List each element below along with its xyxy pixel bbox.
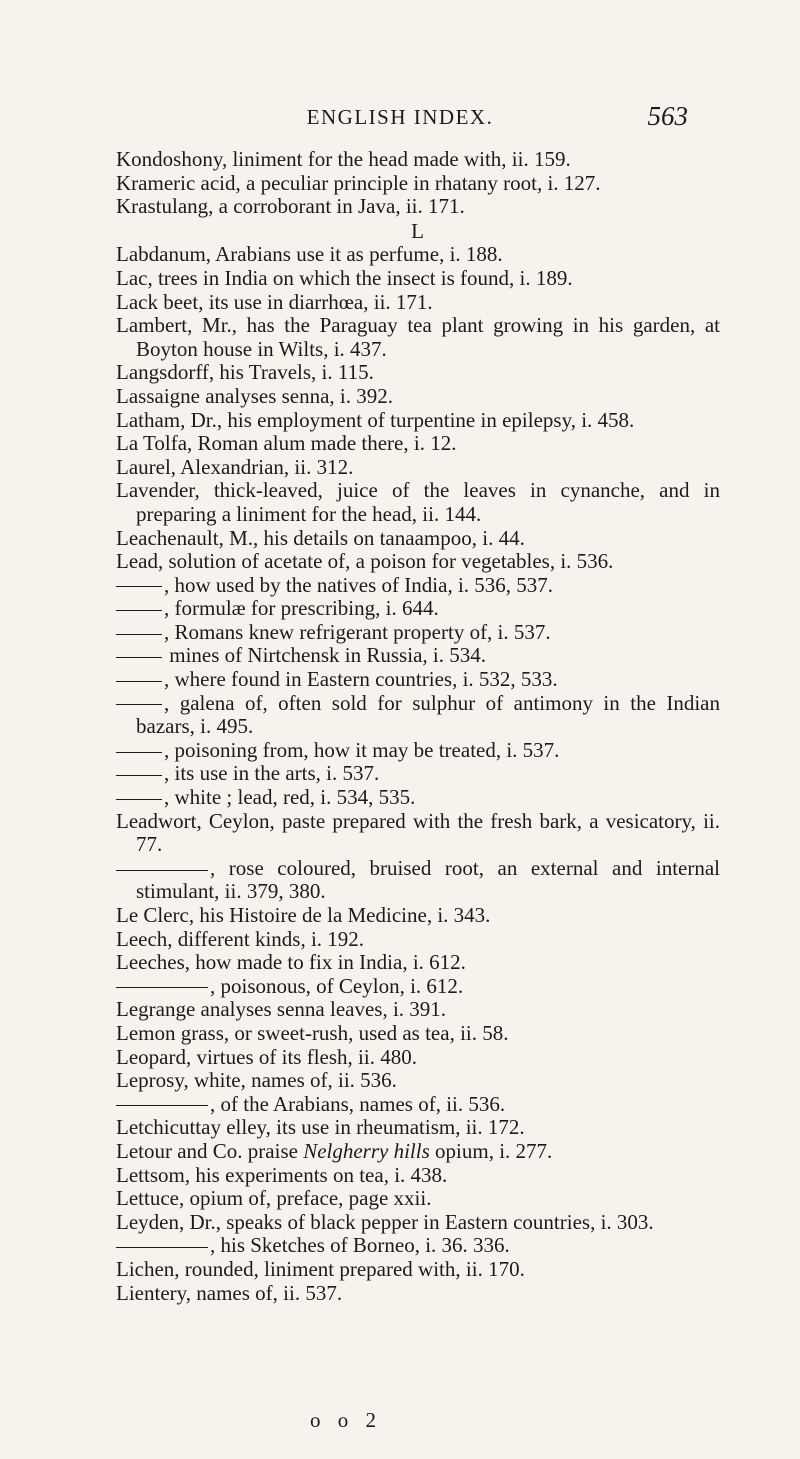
entry-text: , its use in the arts, i. 537. bbox=[164, 761, 380, 786]
index-subentry bbox=[116, 597, 720, 621]
entry-text: Latham, Dr., his employment of turpentine in epilepsy, i. 458. bbox=[116, 407, 635, 432]
index-subentry bbox=[116, 621, 720, 645]
ditto-dash bbox=[116, 870, 208, 871]
index-subentry bbox=[116, 574, 720, 598]
index-entry bbox=[116, 456, 720, 480]
entry-text: Langsdorff, his Travels, i. 115. bbox=[116, 360, 374, 385]
index-entry bbox=[116, 172, 720, 196]
entry-text: Leeches, how made to fix in India, i. 612. bbox=[116, 950, 466, 975]
index-entry bbox=[116, 291, 720, 315]
entry-text: , how used by the natives of India, i. 536, 537. bbox=[164, 572, 554, 597]
index-subentry bbox=[116, 739, 720, 763]
index-entry bbox=[116, 1258, 720, 1282]
index-entry bbox=[116, 527, 720, 551]
ditto-dash bbox=[116, 775, 162, 776]
entry-text: opium, i. 277. bbox=[429, 1138, 553, 1163]
index-entry bbox=[116, 432, 720, 456]
entry-text: Leyden, Dr., speaks of black pepper in Eastern countries, i. 303. bbox=[116, 1209, 654, 1234]
signature-mark: o o 2 bbox=[310, 1408, 382, 1432]
index-entry bbox=[116, 998, 720, 1022]
index-entry bbox=[116, 1116, 720, 1140]
entry-text: Lavender, thick-leaved, juice of the leaves in cynanche, and in preparing a liniment for the head, ii. 144. bbox=[116, 478, 720, 526]
index-subentry bbox=[116, 668, 720, 692]
entry-text: Leopard, virtues of its flesh, ii. 480. bbox=[116, 1044, 417, 1069]
index-entry bbox=[116, 1187, 720, 1211]
entry-text: Letchicuttay elley, its use in rheumatism, ii. 172. bbox=[116, 1115, 525, 1140]
index-entry bbox=[116, 361, 720, 385]
entry-text: , where found in Eastern countries, i. 532, 533. bbox=[164, 667, 558, 692]
index-entry bbox=[116, 1046, 720, 1070]
index-subentry bbox=[116, 692, 720, 739]
entry-text: , rose coloured, bruised root, an external and internal stimulant, ii. 379, 380. bbox=[136, 855, 720, 904]
entry-text: Lichen, rounded, liniment prepared with, ii. 170. bbox=[116, 1256, 525, 1281]
entry-text: Letour and Co. praise bbox=[116, 1138, 304, 1163]
index-entry bbox=[116, 267, 720, 291]
entry-text: Laurel, Alexandrian, ii. 312. bbox=[116, 454, 354, 479]
entry-text: Legrange analyses senna leaves, i. 391. bbox=[116, 997, 447, 1022]
ditto-dash bbox=[116, 610, 162, 611]
page-number: 563 bbox=[647, 101, 688, 131]
entry-text: Leachenault, M., his details on tanaampoo, i. 44. bbox=[116, 525, 525, 550]
index-entry bbox=[116, 314, 720, 361]
index-subentry bbox=[116, 1093, 720, 1117]
ditto-dash bbox=[116, 704, 162, 705]
index-subentry bbox=[116, 786, 720, 810]
entry-text: Labdanum, Arabians use it as perfume, i. 188. bbox=[116, 242, 503, 267]
index-entry bbox=[116, 243, 720, 267]
entry-text: , poisoning from, how it may be treated, i. 537. bbox=[164, 737, 560, 762]
entry-text: Leech, different kinds, i. 192. bbox=[116, 926, 365, 951]
entry-text: , his Sketches of Borneo, i. 36. 336. bbox=[210, 1233, 510, 1258]
index-entry bbox=[116, 1164, 720, 1188]
running-title: ENGLISH INDEX. bbox=[306, 105, 494, 129]
index-entry bbox=[116, 928, 720, 952]
entry-text: Krameric acid, a peculiar principle in rhatany root, i. 127. bbox=[116, 170, 601, 195]
index-entry bbox=[116, 1282, 720, 1306]
index-subentry bbox=[116, 644, 720, 668]
index-entry bbox=[116, 479, 720, 526]
entry-text: , poisonous, of Ceylon, i. 612. bbox=[210, 973, 464, 998]
entry-text-italic: Nelgherry hills bbox=[303, 1138, 430, 1163]
entry-text: mines of Nirtchensk in Russia, i. 534. bbox=[164, 643, 486, 668]
entry-text: Lientery, names of, ii. 537. bbox=[116, 1280, 343, 1305]
entry-text: , white ; lead, red, i. 534, 535. bbox=[164, 785, 416, 810]
index-entry bbox=[116, 1069, 720, 1093]
entry-text: Lassaigne analyses senna, i. 392. bbox=[116, 383, 394, 408]
entry-text: Lac, trees in India on which the insect is found, i. 189. bbox=[116, 265, 573, 290]
ditto-dash bbox=[116, 1247, 208, 1248]
ditto-dash bbox=[116, 681, 162, 682]
index-entry bbox=[116, 1022, 720, 1046]
entry-text: Lettsom, his experiments on tea, i. 438. bbox=[116, 1162, 448, 1187]
ditto-dash bbox=[116, 987, 208, 988]
entry-text: Le Clerc, his Histoire de la Medicine, i. 343. bbox=[116, 903, 491, 927]
index-entry bbox=[116, 904, 720, 928]
entry-text: Lemon grass, or sweet-rush, used as tea, ii. 58. bbox=[116, 1020, 509, 1045]
index-entries bbox=[116, 148, 720, 1305]
index-subentry bbox=[116, 857, 720, 904]
page-header bbox=[0, 101, 800, 137]
index-entry bbox=[116, 550, 720, 574]
entry-text: Lettuce, opium of, preface, page xxii. bbox=[116, 1186, 432, 1211]
entry-text: , formulæ for prescribing, i. 644. bbox=[164, 596, 439, 621]
index-subentry bbox=[116, 762, 720, 786]
index-subentry bbox=[116, 1234, 720, 1258]
index-entry bbox=[116, 810, 720, 857]
entry-text: Lack beet, its use in diarrhœa, ii. 171. bbox=[116, 289, 433, 314]
entry-text: , of the Arabians, names of, ii. 536. bbox=[210, 1091, 506, 1116]
entry-text: , galena of, often sold for sulphur of antimony in the Indian bazars, i. 495. bbox=[136, 690, 720, 739]
entry-text: La Tolfa, Roman alum made there, i. 12. bbox=[116, 431, 457, 456]
index-entry bbox=[116, 385, 720, 409]
index-entry bbox=[116, 148, 720, 172]
index-entry bbox=[116, 1140, 720, 1164]
ditto-dash bbox=[116, 657, 162, 658]
index-subentry bbox=[116, 975, 720, 999]
index-entry bbox=[116, 1211, 720, 1235]
index-entry bbox=[116, 195, 720, 219]
ditto-dash bbox=[116, 634, 162, 635]
ditto-dash bbox=[116, 586, 162, 587]
entry-text: Leadwort, Ceylon, paste prepared with the fresh bark, a vesicatory, ii. 77. bbox=[116, 808, 720, 857]
ditto-dash bbox=[116, 1105, 208, 1106]
index-entry bbox=[116, 951, 720, 975]
entry-text: Krastulang, a corroborant in Java, ii. 171. bbox=[116, 194, 465, 219]
entry-text: Leprosy, white, names of, ii. 536. bbox=[116, 1068, 397, 1093]
entry-text: Lead, solution of acetate of, a poison for vegetables, i. 536. bbox=[116, 549, 614, 574]
ditto-dash bbox=[116, 752, 162, 753]
entry-text: Lambert, Mr., has the Paraguay tea plant growing in his garden, at Boyton house in Wilts, i. 437. bbox=[116, 313, 720, 361]
entry-text: Kondoshony, liniment for the head made with, ii. 159. bbox=[116, 147, 571, 171]
entry-text: , Romans knew refrigerant property of, i. 537. bbox=[164, 619, 551, 644]
section-letter: L bbox=[411, 218, 425, 243]
ditto-dash bbox=[116, 799, 162, 800]
index-entry bbox=[116, 409, 720, 433]
